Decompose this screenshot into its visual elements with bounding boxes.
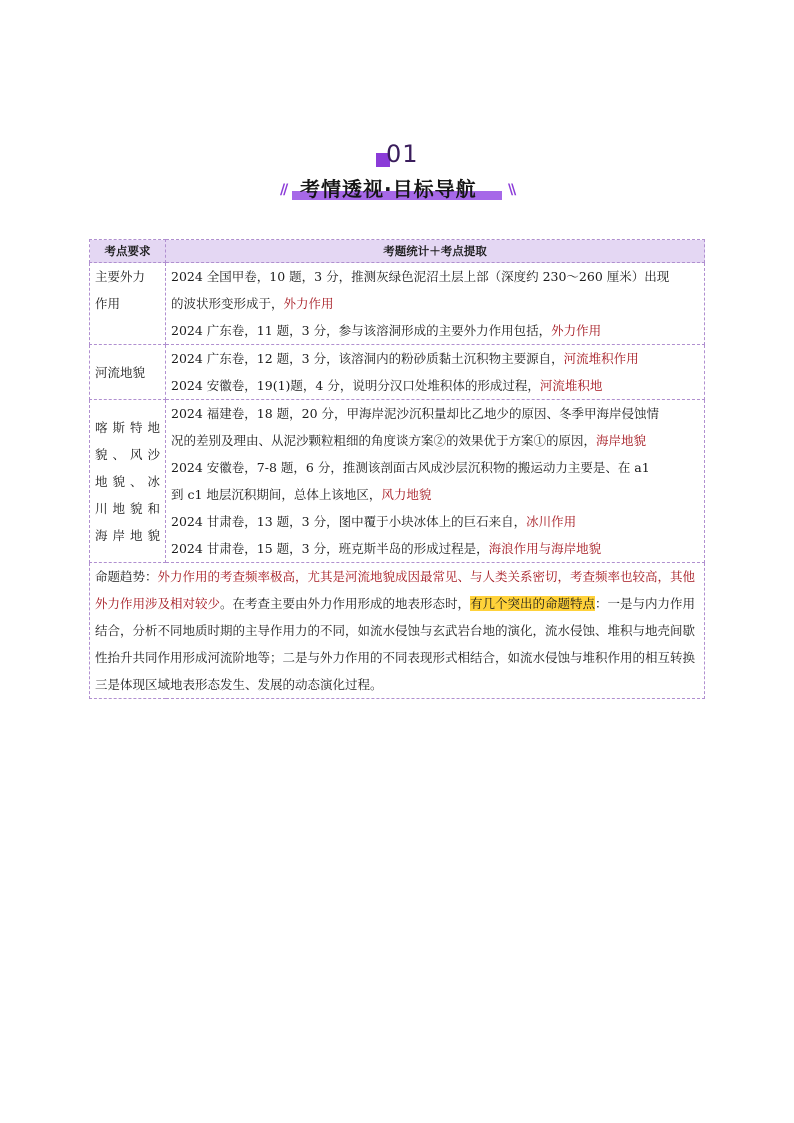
exam-line: 2024 安徽卷，7-8 题，6 分，推测该剖面古风成沙层沉积物的搬运动力主要是、在 a1 — [171, 460, 650, 475]
category-line: 主要外力 — [95, 269, 146, 284]
trend-label: 命题趋势： — [95, 569, 158, 584]
answer-text: 冰川作用 — [526, 514, 577, 529]
trend-highlight: 有几个突出的命题特点 — [470, 596, 596, 611]
answer-text: 海浪作用与海岸地貌 — [488, 541, 602, 556]
exam-line: 到 c1 地层沉积期间，总体上该地区，风力地貌 — [171, 487, 432, 502]
answer-text: 河流堆积作用 — [563, 351, 639, 366]
answer-text: 河流堆积地 — [539, 378, 603, 393]
table-row — [90, 263, 705, 345]
header-statistics: 考题统计＋考点提取 — [166, 240, 705, 263]
category-line: 川地貌和 — [95, 500, 160, 516]
exam-line: 2024 福建卷，18 题，20 分，甲海岸泥沙沉积量却比乙地少的原因、冬季甲海岸侵蚀情 — [171, 406, 660, 421]
exam-line: 2024 广东卷，12 题，3 分，该溶洞内的粉砂质黏土沉积物主要源自，河流堆积作用 — [171, 351, 639, 366]
left-slash-decoration: // — [280, 182, 287, 198]
section-number: 01 — [386, 140, 419, 168]
exam-line: 的波状形变形成于，外力作用 — [171, 296, 334, 311]
statistics-cell — [166, 345, 705, 400]
exam-line: 2024 甘肃卷，15 题，3 分，班克斯半岛的形成过程是，海浪作用与海岸地貌 — [171, 541, 602, 556]
answer-text: 外力作用 — [551, 323, 602, 338]
table-row — [90, 345, 705, 400]
exam-line: 2024 安徽卷，19(1)题，4 分，说明分汉口处堆积体的形成过程，河流堆积地 — [171, 378, 603, 393]
exam-line: 况的差别及理由、从泥沙颗粒粗细的角度谈方案②的效果优于方案①的原因，海岸地貌 — [171, 433, 647, 448]
trend-text: ：一是与内力作用结合，分析不同地质时期的主导作用力的不同，如流水侵蚀与玄武岩台地的演化，流水侵蚀、堆积与地壳间歇性抬升共同作用形成河流阶地等；二是与外力作用的不同表现形式相结合，如流水侵蚀与堆积作用的相互转换 三是体现区域地表形态发生、发展的动态演化过程。 — [95, 596, 696, 692]
category-line: 喀斯特地 — [95, 419, 160, 435]
category-cell — [90, 345, 166, 400]
right-slash-decoration: \\ — [508, 182, 515, 198]
category-cell — [90, 400, 166, 563]
table-header-row — [90, 240, 705, 263]
trend-cell — [90, 563, 705, 699]
category-line: 作用 — [95, 296, 121, 311]
exam-line: 2024 甘肃卷，13 题，3 分，图中覆于小块冰体上的巨石来自，冰川作用 — [171, 514, 577, 529]
category-line: 地貌、冰 — [95, 473, 160, 489]
trend-row — [90, 563, 705, 699]
table-row — [90, 400, 705, 563]
statistics-cell — [166, 263, 705, 345]
section-header — [0, 140, 794, 210]
section-title: 考情透视·目标导航 — [300, 177, 477, 201]
category-line: 河流地貌 — [95, 364, 146, 380]
trend-emphasis: 外力作用的考查频率极高，尤其是河流地貌成因最常见、与人类关系密切，考查频率也较高，其他外力作用涉及相对较少 — [95, 569, 696, 611]
exam-analysis-table — [89, 239, 705, 699]
category-cell — [90, 263, 166, 345]
answer-text: 外力作用 — [283, 296, 334, 311]
category-line: 貌、风沙 — [95, 446, 160, 462]
answer-text: 海岸地貌 — [596, 433, 647, 448]
exam-line: 2024 广东卷，11 题，3 分，参与该溶洞形成的主要外力作用包括，外力作用 — [171, 323, 602, 338]
exam-line: 2024 全国甲卷，10 题，3 分，推测灰绿色泥沼土层上部（深度约 230～260 厘米）出现 — [171, 269, 670, 284]
category-line: 海岸地貌 — [95, 527, 160, 543]
statistics-cell — [166, 400, 705, 563]
header-requirements: 考点要求 — [90, 240, 166, 263]
trend-text: 。在考查主要由外力作用形成的地表形态时， — [220, 596, 471, 611]
answer-text: 风力地貌 — [381, 487, 432, 502]
